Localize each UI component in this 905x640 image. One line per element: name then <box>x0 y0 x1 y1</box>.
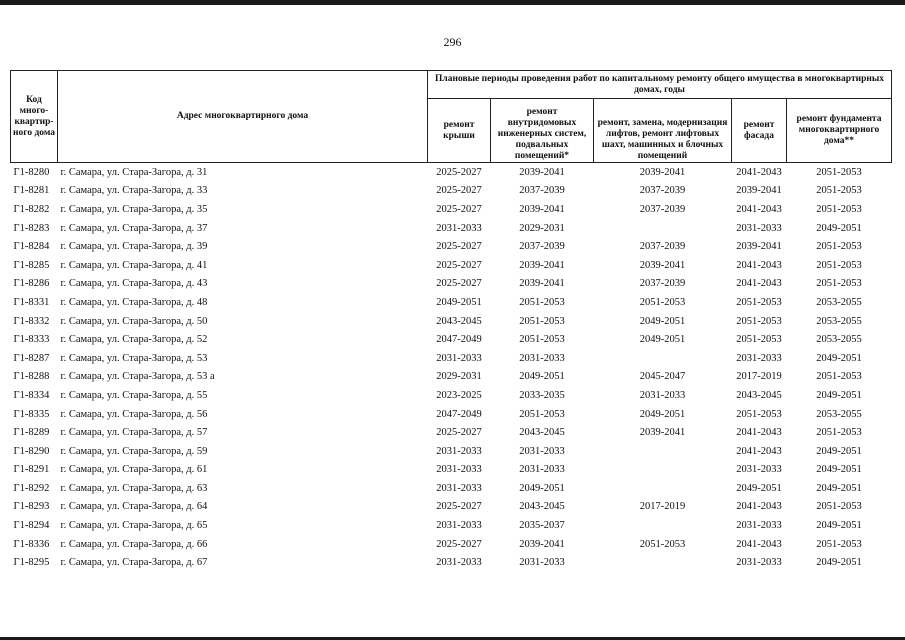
header-engineering: ремонт внутридомовых инженерных систем, подвальных помещений* <box>491 99 594 163</box>
cell-code: Г1-8280 <box>13 166 50 178</box>
cell-roof: 2049-2051 <box>436 296 482 308</box>
cell-code: Г1-8282 <box>13 203 50 215</box>
table-row <box>11 237 892 256</box>
cell-engineering: 2039-2041 <box>519 166 565 178</box>
cell-foundation: 2051-2053 <box>816 259 862 271</box>
cell-address: г. Самара, ул. Стара-Загора, д. 64 <box>60 501 208 513</box>
table-row <box>11 498 892 517</box>
cell-foundation: 2053-2055 <box>816 296 862 308</box>
cell-code: Г1-8295 <box>13 557 50 569</box>
cell-facade: 2031-2033 <box>736 352 782 364</box>
cell-engineering: 2037-2039 <box>519 185 565 197</box>
cell-roof: 2025-2027 <box>436 185 482 197</box>
cell-roof: 2025-2027 <box>436 203 482 215</box>
header-periods: Плановые периоды проведения работ по капитальному ремонту общего имущества в многоквартирных домах, годы <box>428 71 892 99</box>
cell-code: Г1-8335 <box>13 408 50 420</box>
cell-foundation: 2053-2055 <box>816 315 862 327</box>
cell-elevators <box>594 553 732 572</box>
table-row <box>11 256 892 275</box>
cell-elevators: 2039-2041 <box>639 427 686 439</box>
cell-elevators: 2049-2051 <box>639 315 686 327</box>
cell-address: г. Самара, ул. Стара-Загора, д. 67 <box>60 557 208 569</box>
cell-elevators <box>594 516 732 535</box>
cell-elevators: 2049-2051 <box>639 408 686 420</box>
cell-code: Г1-8281 <box>13 185 50 197</box>
cell-facade: 2041-2043 <box>736 501 782 513</box>
cell-facade: 2031-2033 <box>736 557 782 569</box>
cell-elevators: 2051-2053 <box>639 296 686 308</box>
cell-elevators <box>594 479 732 498</box>
cell-engineering: 2051-2053 <box>519 296 565 308</box>
table-row <box>11 163 892 182</box>
cell-foundation: 2053-2055 <box>816 408 862 420</box>
cell-code: Г1-8290 <box>13 445 50 457</box>
cell-address: г. Самара, ул. Стара-Загора, д. 37 <box>60 222 208 234</box>
cell-roof: 2025-2027 <box>436 166 482 178</box>
cell-foundation: 2051-2053 <box>816 185 862 197</box>
cell-facade: 2051-2053 <box>736 315 782 327</box>
cell-facade: 2043-2045 <box>736 389 782 401</box>
cell-address: г. Самара, ул. Стара-Загора, д. 53 а <box>60 371 215 383</box>
cell-address: г. Самара, ул. Стара-Загора, д. 52 <box>60 334 208 346</box>
cell-engineering: 2029-2031 <box>519 222 565 234</box>
capital-repair-table-container <box>10 70 892 572</box>
cell-facade: 2041-2043 <box>736 166 782 178</box>
cell-roof: 2031-2033 <box>436 445 482 457</box>
cell-roof: 2025-2027 <box>436 501 482 513</box>
cell-roof: 2023-2025 <box>436 389 482 401</box>
cell-code: Г1-8284 <box>13 241 50 253</box>
cell-engineering: 2035-2037 <box>519 520 565 532</box>
cell-foundation: 2049-2051 <box>816 389 862 401</box>
top-border-rule <box>0 0 905 5</box>
cell-elevators: 2051-2053 <box>639 538 686 550</box>
table-header <box>11 71 892 163</box>
cell-foundation: 2049-2051 <box>816 222 862 234</box>
cell-code: Г1-8294 <box>13 520 50 532</box>
cell-facade: 2031-2033 <box>736 464 782 476</box>
cell-code: Г1-8293 <box>13 501 50 513</box>
cell-engineering: 2031-2033 <box>519 464 565 476</box>
cell-foundation: 2053-2055 <box>816 334 862 346</box>
cell-engineering: 2031-2033 <box>519 557 565 569</box>
table-body <box>11 163 892 573</box>
cell-engineering: 2039-2041 <box>519 538 565 550</box>
cell-elevators: 2037-2039 <box>639 241 686 253</box>
cell-engineering: 2049-2051 <box>519 371 565 383</box>
cell-roof: 2031-2033 <box>436 352 482 364</box>
table-row <box>11 405 892 424</box>
cell-facade: 2041-2043 <box>736 278 782 290</box>
cell-facade: 2039-2041 <box>736 241 782 253</box>
cell-code: Г1-8291 <box>13 464 50 476</box>
cell-facade: 2041-2043 <box>736 445 782 457</box>
cell-code: Г1-8334 <box>13 389 50 401</box>
cell-address: г. Самара, ул. Стара-Загора, д. 57 <box>60 427 208 439</box>
cell-code: Г1-8331 <box>13 296 50 308</box>
cell-roof: 2031-2033 <box>436 520 482 532</box>
cell-engineering: 2031-2033 <box>519 352 565 364</box>
cell-address: г. Самара, ул. Стара-Загора, д. 55 <box>60 389 208 401</box>
table-row <box>11 219 892 238</box>
cell-roof: 2029-2031 <box>436 371 482 383</box>
cell-foundation: 2051-2053 <box>816 203 862 215</box>
cell-facade: 2039-2041 <box>736 185 782 197</box>
cell-engineering: 2033-2035 <box>519 389 565 401</box>
table-row <box>11 442 892 461</box>
cell-facade: 2051-2053 <box>736 408 782 420</box>
cell-code: Г1-8332 <box>13 315 50 327</box>
cell-facade: 2031-2033 <box>736 222 782 234</box>
cell-address: г. Самара, ул. Стара-Загора, д. 35 <box>60 203 208 215</box>
cell-address: г. Самара, ул. Стара-Загора, д. 65 <box>60 520 208 532</box>
header-elevators: ремонт, замена, модернизация лифтов, ремонт лифтовых шахт, машинных и блочных помещений <box>594 99 732 163</box>
capital-repair-schedule-table <box>10 70 892 572</box>
cell-address: г. Самара, ул. Стара-Загора, д. 53 <box>60 352 208 364</box>
cell-address: г. Самара, ул. Стара-Загора, д. 63 <box>60 482 208 494</box>
cell-elevators: 2045-2047 <box>639 371 686 383</box>
cell-roof: 2047-2049 <box>436 334 482 346</box>
cell-elevators: 2039-2041 <box>639 259 686 271</box>
cell-code: Г1-8289 <box>13 427 50 439</box>
cell-facade: 2051-2053 <box>736 334 782 346</box>
cell-roof: 2025-2027 <box>436 427 482 439</box>
cell-engineering: 2051-2053 <box>519 315 565 327</box>
cell-roof: 2025-2027 <box>436 259 482 271</box>
cell-roof: 2031-2033 <box>436 557 482 569</box>
cell-roof: 2025-2027 <box>436 241 482 253</box>
cell-elevators: 2017-2019 <box>639 501 686 513</box>
table-row <box>11 423 892 442</box>
cell-engineering: 2031-2033 <box>519 445 565 457</box>
cell-foundation: 2051-2053 <box>816 371 862 383</box>
cell-foundation: 2049-2051 <box>816 557 862 569</box>
cell-roof: 2031-2033 <box>436 482 482 494</box>
cell-code: Г1-8283 <box>13 222 50 234</box>
cell-address: г. Самара, ул. Стара-Загора, д. 43 <box>60 278 208 290</box>
cell-foundation: 2051-2053 <box>816 538 862 550</box>
cell-foundation: 2051-2053 <box>816 427 862 439</box>
cell-foundation: 2049-2051 <box>816 520 862 532</box>
cell-address: г. Самара, ул. Стара-Загора, д. 31 <box>60 166 208 178</box>
table-row <box>11 200 892 219</box>
cell-address: г. Самара, ул. Стара-Загора, д. 50 <box>60 315 208 327</box>
cell-elevators <box>594 461 732 480</box>
cell-elevators: 2037-2039 <box>639 278 686 290</box>
cell-elevators: 2037-2039 <box>639 203 686 215</box>
cell-roof: 2043-2045 <box>436 315 482 327</box>
cell-elevators: 2031-2033 <box>639 389 686 401</box>
cell-facade: 2041-2043 <box>736 259 782 271</box>
cell-elevators: 2049-2051 <box>639 334 686 346</box>
header-address: Адрес многоквартирного дома <box>58 71 428 163</box>
cell-foundation: 2049-2051 <box>816 482 862 494</box>
cell-address: г. Самара, ул. Стара-Загора, д. 41 <box>60 259 208 271</box>
cell-code: Г1-8333 <box>13 334 50 346</box>
table-row <box>11 368 892 387</box>
table-row <box>11 461 892 480</box>
cell-elevators <box>594 442 732 461</box>
cell-foundation: 2049-2051 <box>816 464 862 476</box>
header-code: Код много-квартир-ного дома <box>11 71 58 163</box>
cell-address: г. Самара, ул. Стара-Загора, д. 33 <box>60 185 208 197</box>
cell-roof: 2025-2027 <box>436 538 482 550</box>
cell-engineering: 2039-2041 <box>519 203 565 215</box>
cell-elevators <box>594 219 732 238</box>
table-row <box>11 479 892 498</box>
page-number: 296 <box>443 35 462 49</box>
cell-engineering: 2043-2045 <box>519 501 565 513</box>
cell-roof: 2031-2033 <box>436 222 482 234</box>
cell-engineering: 2051-2053 <box>519 408 565 420</box>
cell-foundation: 2051-2053 <box>816 241 862 253</box>
cell-elevators: 2037-2039 <box>639 185 686 197</box>
header-roof: ремонт крыши <box>428 99 491 163</box>
cell-foundation: 2051-2053 <box>816 278 862 290</box>
cell-code: Г1-8292 <box>13 482 50 494</box>
cell-facade: 2051-2053 <box>736 296 782 308</box>
cell-facade: 2031-2033 <box>736 520 782 532</box>
cell-engineering: 2043-2045 <box>519 427 565 439</box>
header-foundation: ремонт фундамента многоквартирного дома** <box>787 99 892 163</box>
cell-roof: 2031-2033 <box>436 464 482 476</box>
cell-elevators: 2039-2041 <box>639 166 686 178</box>
table-row <box>11 349 892 368</box>
cell-facade: 2049-2051 <box>736 482 782 494</box>
table-row <box>11 386 892 405</box>
cell-facade: 2041-2043 <box>736 427 782 439</box>
cell-address: г. Самара, ул. Стара-Загора, д. 48 <box>60 296 208 308</box>
cell-roof: 2047-2049 <box>436 408 482 420</box>
table-row <box>11 293 892 312</box>
cell-engineering: 2039-2041 <box>519 278 565 290</box>
cell-facade: 2041-2043 <box>736 203 782 215</box>
header-facade: ремонт фасада <box>732 99 787 163</box>
cell-foundation: 2051-2053 <box>816 501 862 513</box>
cell-code: Г1-8286 <box>13 278 50 290</box>
cell-roof: 2025-2027 <box>436 278 482 290</box>
cell-address: г. Самара, ул. Стара-Загора, д. 56 <box>60 408 208 420</box>
cell-engineering: 2049-2051 <box>519 482 565 494</box>
table-row <box>11 330 892 349</box>
cell-address: г. Самара, ул. Стара-Загора, д. 61 <box>60 464 208 476</box>
table-row <box>11 275 892 294</box>
table-row <box>11 535 892 554</box>
cell-facade: 2041-2043 <box>736 538 782 550</box>
cell-engineering: 2039-2041 <box>519 259 565 271</box>
table-row <box>11 312 892 331</box>
table-row <box>11 516 892 535</box>
cell-address: г. Самара, ул. Стара-Загора, д. 66 <box>60 538 208 550</box>
cell-elevators <box>594 349 732 368</box>
cell-foundation: 2049-2051 <box>816 352 862 364</box>
table-row <box>11 553 892 572</box>
cell-engineering: 2051-2053 <box>519 334 565 346</box>
cell-code: Г1-8288 <box>13 371 50 383</box>
cell-foundation: 2051-2053 <box>816 166 862 178</box>
cell-facade: 2017-2019 <box>736 371 782 383</box>
cell-address: г. Самара, ул. Стара-Загора, д. 59 <box>60 445 208 457</box>
table-row <box>11 182 892 201</box>
cell-address: г. Самара, ул. Стара-Загора, д. 39 <box>60 241 208 253</box>
cell-code: Г1-8336 <box>13 538 50 550</box>
cell-code: Г1-8285 <box>13 259 50 271</box>
cell-foundation: 2049-2051 <box>816 445 862 457</box>
cell-engineering: 2037-2039 <box>519 241 565 253</box>
cell-code: Г1-8287 <box>13 352 50 364</box>
